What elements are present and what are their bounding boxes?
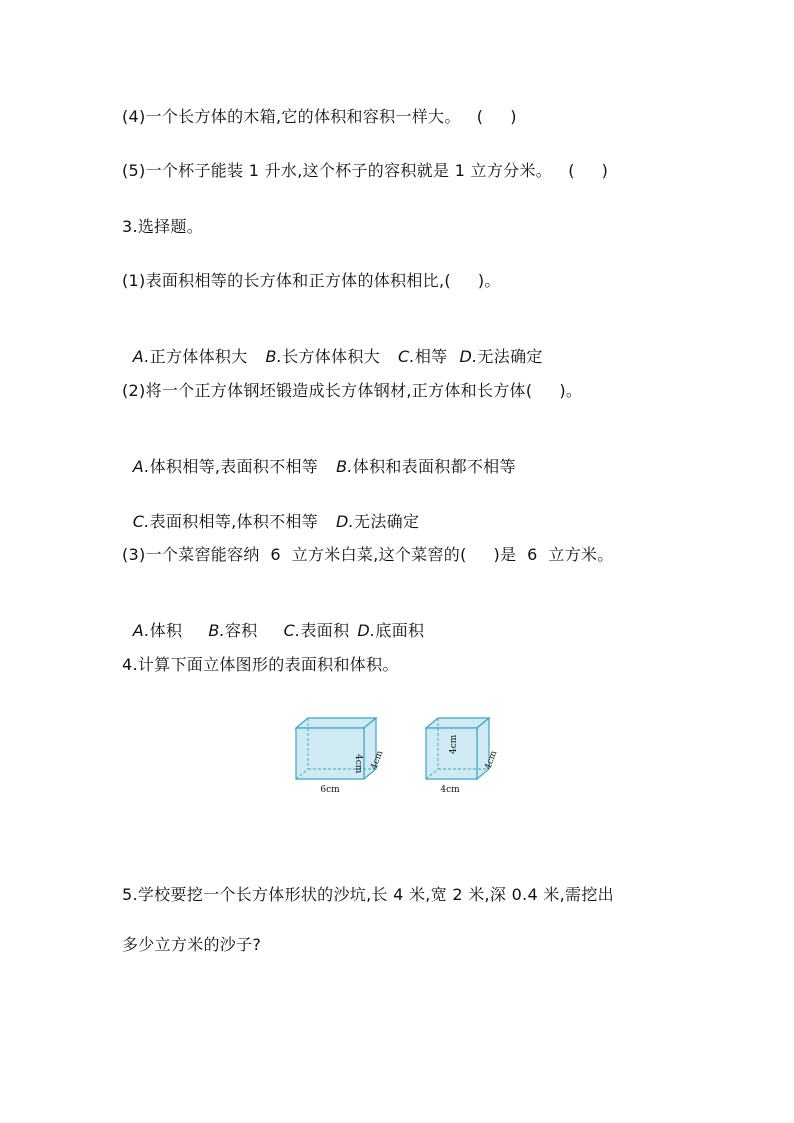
option-letter: B. bbox=[208, 621, 225, 640]
q3-3-stem: (3)一个菜窖能容纳 6 立方米白菜,这个菜窖的( )是 6 立方米。 bbox=[122, 545, 614, 564]
q5-line-2: 多少立方米的沙子? bbox=[122, 935, 262, 954]
q5-line-1: 5.学校要挖一个长方体形状的沙坑,长 4 米,宽 2 米,深 0.4 米,需挖出 bbox=[122, 885, 614, 904]
option-d bbox=[459, 346, 542, 368]
option-text: 正方体体积大 bbox=[149, 347, 248, 366]
option-letter: A. bbox=[132, 347, 150, 366]
option-text: 表面积相等,体积不相等 bbox=[149, 512, 319, 531]
option-letter: A. bbox=[132, 621, 150, 640]
option-c bbox=[133, 511, 318, 533]
cube-length-label: 4cm bbox=[440, 785, 460, 795]
option-b bbox=[336, 456, 516, 478]
cuboid-width-label: 4cm bbox=[369, 749, 386, 772]
option-text: 底面积 bbox=[375, 621, 425, 640]
option-letter: C. bbox=[132, 512, 150, 531]
option-text: 表面积 bbox=[300, 621, 350, 640]
q3-2-stem: (2)将一个正方体钢坯锻造成长方体钢材,正方体和长方体( )。 bbox=[122, 381, 583, 400]
option-b bbox=[208, 620, 257, 642]
option-text: 体积和表面积都不相等 bbox=[352, 457, 516, 476]
option-b bbox=[266, 346, 380, 368]
option-letter: A. bbox=[132, 457, 150, 476]
q3-2-options-ab bbox=[122, 434, 516, 478]
option-text: 长方体体积大 bbox=[282, 347, 381, 366]
option-letter: C. bbox=[398, 347, 415, 366]
solid-figures bbox=[290, 700, 510, 800]
q4-heading: 4.计算下面立体图形的表面积和体积。 bbox=[122, 655, 399, 674]
option-text: 无法确定 bbox=[477, 347, 543, 366]
option-a bbox=[133, 456, 318, 478]
option-text: 容积 bbox=[225, 621, 258, 640]
option-a bbox=[133, 620, 183, 642]
option-d bbox=[336, 511, 419, 533]
option-text: 无法确定 bbox=[354, 512, 420, 531]
option-text: 相等 bbox=[414, 347, 448, 366]
q3-1-options bbox=[122, 324, 543, 368]
option-letter: D. bbox=[357, 621, 376, 640]
q3-heading: 3.选择题。 bbox=[122, 217, 204, 236]
option-text: 体积 bbox=[149, 621, 183, 640]
option-d bbox=[357, 620, 424, 642]
q2-item-4: (4)一个长方体的木箱,它的体积和容积一样大。 ( ) bbox=[122, 107, 517, 126]
cube-height-label: 4cm bbox=[449, 734, 459, 754]
solid-figures-svg bbox=[290, 700, 510, 800]
option-letter: D. bbox=[459, 347, 478, 366]
q3-3-options bbox=[122, 598, 424, 642]
option-letter: C. bbox=[283, 621, 301, 640]
option-c bbox=[398, 346, 447, 368]
option-c bbox=[284, 620, 350, 642]
option-letter: B. bbox=[336, 457, 353, 476]
cuboid-height-label: 4cm bbox=[353, 754, 363, 774]
q3-2-options-cd bbox=[122, 489, 419, 533]
q2-item-5: (5)一个杯子能装 1 升水,这个杯子的容积就是 1 立方分米。 ( ) bbox=[122, 161, 609, 180]
q3-1-stem: (1)表面积相等的长方体和正方体的体积相比,( )。 bbox=[122, 271, 501, 290]
option-text: 体积相等,表面积不相等 bbox=[149, 457, 319, 476]
cuboid bbox=[296, 718, 386, 795]
cuboid-length-label: 6cm bbox=[320, 785, 340, 795]
option-letter: B. bbox=[265, 347, 283, 366]
cube-width-label: 4cm bbox=[483, 749, 500, 772]
option-a bbox=[133, 346, 248, 368]
option-letter: D. bbox=[336, 512, 355, 531]
cube bbox=[426, 718, 500, 795]
